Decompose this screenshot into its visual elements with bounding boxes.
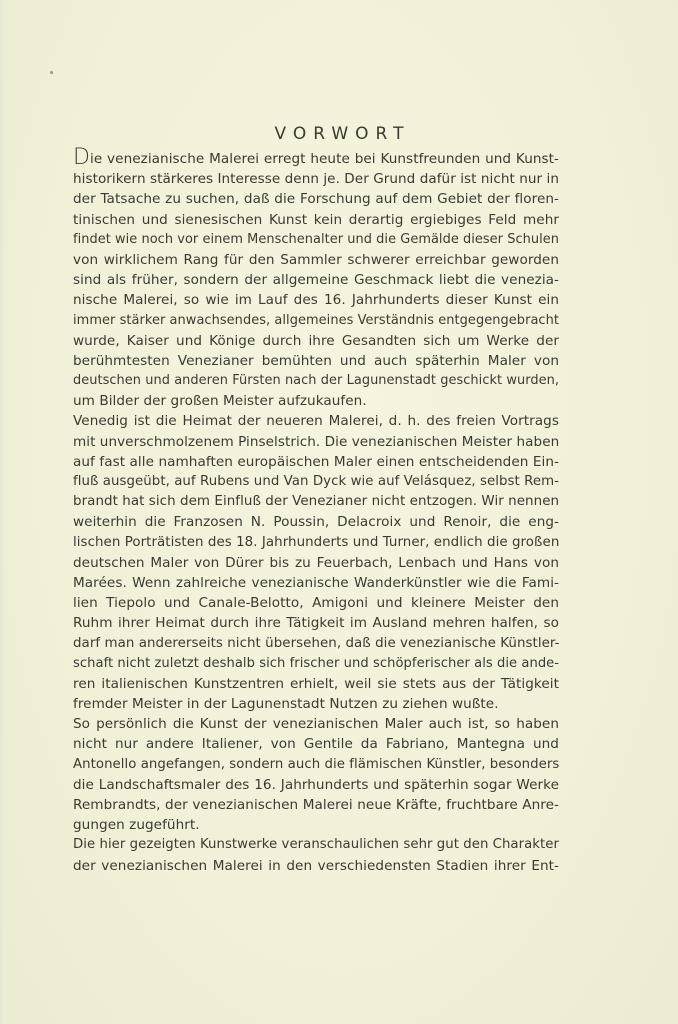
text-line: deutschen und anderen Fürsten nach der Lagunenstadt geschickt wurden, [73,373,559,389]
text-line: die Landschaftsmaler des 16. Jahrhunderts und späterhin sogar Werke [73,776,559,793]
text-line: ren italienischen Kunstzentren erhielt, weil sie stets aus der Tätigkeit [73,675,559,692]
text-line: historikern stärkeres Interesse denn je. Der Grund dafür ist nicht nur in [73,171,559,188]
text-line: Die venezianische Malerei erregt heute bei Kunstfreunden und Kunst- [73,145,559,170]
text-line: deutschen Maler von Dürer bis zu Feuerbach, Lenbach und Hans von [73,554,559,571]
text-line: darf man andererseits nicht übersehen, daß die venezianische Künstler- [73,635,560,651]
text-line: So persönlich die Kunst der venezianischen Maler auch ist, so haben [73,716,559,733]
text-line: brandt hat sich dem Einfluß der Venezianer nicht entzogen. Wir nennen [73,494,560,510]
paper-speck [50,71,53,74]
page-edge [0,0,6,1024]
text-line: der venezianischen Malerei in den verschiedensten Stadien ihrer Ent- [73,857,559,874]
text-line: berühmtesten Venezianer bemühten und auch späterhin Maler von [73,352,559,369]
text-line: Marées. Wenn zahlreiche venezianische Wanderkünstler wie die Fami- [73,574,559,591]
paragraph-1 [73,145,559,411]
text-line: fluß ausgeübt, auf Rubens und Van Dyck wie auf Velásquez, selbst Rem- [73,474,559,489]
text-line: Venedig ist die Heimat der neueren Malerei, d. h. des freien Vortrags [73,413,559,430]
paragraph-4 [73,835,559,875]
text-line: sind als früher, sondern der allgemeine Geschmack liebt die venezia- [73,272,559,289]
text-line: lien Tiepolo und Canale-Belotto, Amigoni und kleinere Meister den [73,595,559,612]
text-line: Die hier gezeigten Kunstwerke veranschaulichen sehr gut den Charakter [73,837,559,853]
text-line: fremder Meister in der Lagunenstadt Nutzen zu ziehen wußte. [73,696,499,713]
text-line: gungen zugeführt. [73,817,200,834]
text-line: wurde, Kaiser und Könige durch ihre Gesandten sich um Werke der [73,332,559,349]
text-line: Antonello angefangen, sondern auch die flämischen Künstler, besonders [73,756,560,772]
text-line: Ruhm ihrer Heimat durch ihre Tätigkeit im Ausland mehren halfen, so [73,615,559,632]
page-title: VORWORT [274,124,411,144]
text-line: schaft nicht zuletzt deshalb sich frischer und schöpferischer als die ande- [73,655,560,671]
text-line: weiterhin die Franzosen N. Poussin, Delacroix und Renoir, die eng- [73,514,559,531]
text-line: von wirklichem Rang für den Sammler schwerer erreichbar geworden [73,251,559,268]
text-line: nicht nur andere Italiener, von Gentile da Fabriano, Mantegna und [73,736,559,753]
text-line: lischen Porträtisten des 18. Jahrhunderts und Turner, endlich die großen [73,534,560,550]
text-line: um Bilder der großen Meister aufzukaufen. [73,393,367,410]
text-line: immer stärker anwachsendes, allgemeines Verständnis entgegengebracht [73,312,559,328]
paragraph-3 [73,714,559,835]
text-line: findet wie noch vor einem Menschenalter und die Gemälde dieser Schulen [73,231,559,247]
text-line: tinischen und sienesischen Kunst kein derartig ergiebiges Feld mehr [73,211,559,228]
text-line: mit unverschmolzenem Pinselstrich. Die venezianischen Meister haben [73,433,560,450]
paragraph-2 [73,411,559,714]
text-line: Rembrandts, der venezianischen Malerei neue Kräfte, fruchtbare Anre- [73,797,559,813]
text-line: auf fast alle namhaften europäischen Maler einen entscheidenden Ein- [73,453,559,470]
drop-cap: D [73,145,90,170]
foreword-body [73,145,560,876]
text-line: der Tatsache zu suchen, daß die Forschung auf dem Gebiet der floren- [73,191,559,208]
text-line: nische Malerei, so wie im Lauf des 16. Jahrhunderts dieser Kunst ein [73,292,559,309]
